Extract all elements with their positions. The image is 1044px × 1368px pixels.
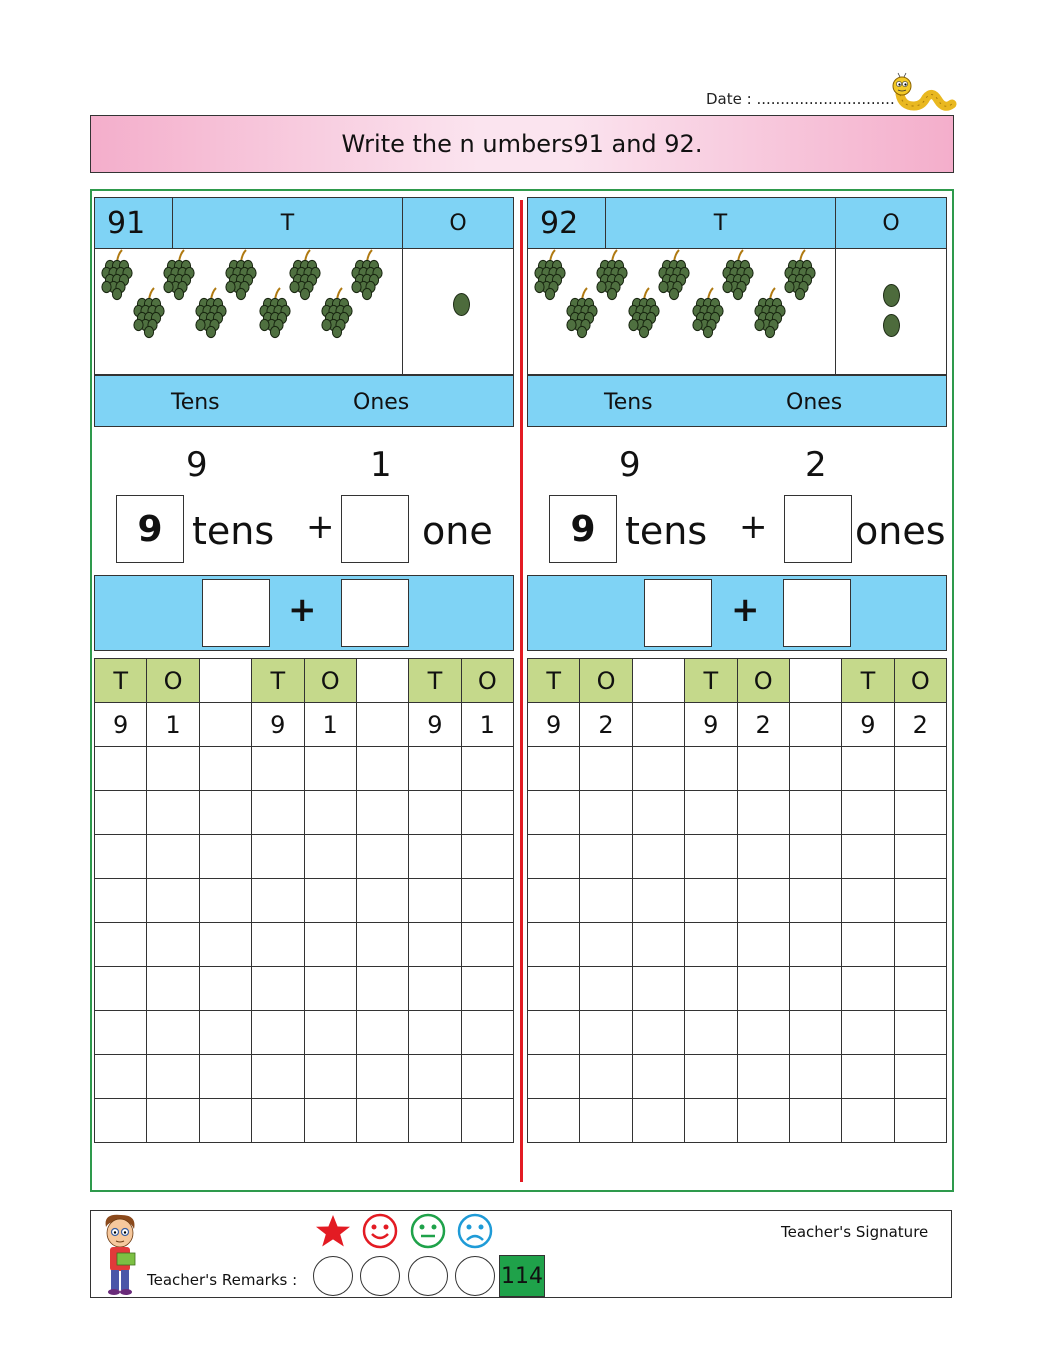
remark-circle-happy[interactable] [360,1256,400,1296]
expanded-plus-sign: + [731,590,760,630]
grid-example-cell[interactable]: 9 [842,703,894,747]
grid-cell[interactable] [632,1011,684,1055]
grid-header-cell: T [842,659,894,703]
grid-cell[interactable] [461,791,513,835]
tens-label: Tens [604,390,653,415]
grape-bunch-icon [597,250,627,300]
grid-cell[interactable] [95,1011,147,1055]
grid-cell[interactable] [528,1099,580,1143]
ones-digit: 2 [805,445,827,485]
grid-cell[interactable] [632,923,684,967]
grid-cell[interactable] [252,879,304,923]
remarks-footer [90,1210,952,1298]
sad-face-icon [457,1213,493,1249]
ones-digit: 1 [370,445,392,485]
grid-cell[interactable] [409,1011,461,1055]
grid-cell[interactable] [685,879,737,923]
table-row [95,835,514,879]
grid-cell[interactable] [199,1011,251,1055]
plus-sign: + [739,507,768,547]
grid-cell[interactable] [304,835,356,879]
grid-cell[interactable] [409,791,461,835]
star-icon [315,1213,351,1249]
grid-header-cell: T [685,659,737,703]
grape-bunch-icon [134,288,164,338]
page-number-badge: 114 [499,1255,545,1297]
grid-cell[interactable] [789,923,841,967]
grid-header-cell: O [147,659,199,703]
grid-cell[interactable] [580,879,632,923]
grid-cell[interactable] [528,747,580,791]
grid-example-cell[interactable]: 2 [894,703,946,747]
grid-cell[interactable] [409,923,461,967]
grid-cell[interactable] [737,747,789,791]
tens-word: tens [625,509,708,553]
grid-cell[interactable] [580,747,632,791]
tens-ones-bar [94,375,514,427]
grid-cell[interactable] [528,1055,580,1099]
table-row [95,879,514,923]
grid-cell[interactable] [842,967,894,1011]
grid-cell[interactable] [252,923,304,967]
grid-cell[interactable] [356,879,408,923]
grid-cell[interactable] [894,1011,946,1055]
grape-bunch-icon [723,250,753,300]
tens-word: tens [192,509,275,553]
expanded-ones-box[interactable] [341,579,409,647]
grape-icon [453,293,470,316]
table-row [95,791,514,835]
grid-header-cell: O [304,659,356,703]
grape-icon [883,284,900,307]
grid-cell[interactable] [632,1099,684,1143]
grape-bunch-icon [322,288,352,338]
writing-grid-body [528,659,947,1143]
grid-header-cell: T [528,659,580,703]
grid-header-cell: O [580,659,632,703]
tens-digit: 9 [619,445,641,485]
grid-cell[interactable] [580,923,632,967]
grid-header-row [95,659,514,703]
ones-word: one [422,509,493,553]
grid-cell[interactable] [252,1055,304,1099]
worm-icon [892,72,958,116]
grid-cell[interactable] [147,1099,199,1143]
grape-bunch-icon [755,288,785,338]
table-row [528,703,947,747]
table-row [528,923,947,967]
grid-cell[interactable] [580,1099,632,1143]
remark-circle-star[interactable] [313,1256,353,1296]
grid-header-cell [632,659,684,703]
grid-cell[interactable] [842,1011,894,1055]
table-row [528,791,947,835]
grid-cell[interactable] [894,1055,946,1099]
grid-cell[interactable] [789,835,841,879]
grid-cell[interactable] [356,835,408,879]
grid-cell[interactable] [685,1099,737,1143]
grid-cell[interactable] [356,923,408,967]
expanded-tens-box[interactable] [202,579,270,647]
neutral-face-icon [410,1213,446,1249]
picture-row [94,248,514,375]
grid-cell[interactable] [632,747,684,791]
tens-label: Tens [171,390,220,415]
grid-cell[interactable] [842,923,894,967]
grid-cell[interactable] [685,747,737,791]
panel-92 [527,197,949,1187]
grid-cell[interactable] [789,747,841,791]
grid-cell[interactable] [789,791,841,835]
grid-cell[interactable] [737,1099,789,1143]
grid-cell[interactable] [842,791,894,835]
grid-cell[interactable] [304,923,356,967]
panel-number: 92 [528,198,606,248]
date-line: Date : ............................. [706,90,895,108]
grid-cell[interactable] [528,1011,580,1055]
grid-cell[interactable] [304,1011,356,1055]
grid-header-cell: O [894,659,946,703]
grid-cell[interactable] [252,835,304,879]
grid-cell[interactable] [580,1055,632,1099]
grid-cell[interactable] [461,747,513,791]
place-value-header [527,197,947,249]
grid-cell[interactable] [842,1055,894,1099]
tens-pictures [95,248,403,374]
grid-cell[interactable] [252,791,304,835]
grid-cell[interactable] [199,1099,251,1143]
writing-grid [94,658,514,1143]
writing-grid-body [95,659,514,1143]
grape-bunches-icon [95,248,401,373]
grid-cell[interactable] [304,879,356,923]
place-value-header [94,197,514,249]
grape-bunch-icon [226,250,256,300]
grid-cell[interactable] [199,923,251,967]
grid-cell[interactable] [356,1011,408,1055]
grid-cell[interactable] [894,791,946,835]
grape-bunches-icon [528,248,834,373]
grid-header-cell [789,659,841,703]
grid-header-cell: O [737,659,789,703]
student-boy-icon [97,1213,143,1297]
grid-cell[interactable] [356,1099,408,1143]
grid-cell[interactable] [632,835,684,879]
grid-header-cell: T [252,659,304,703]
ones-label: Ones [786,390,843,415]
grid-cell[interactable] [789,1099,841,1143]
ones-label: Ones [353,390,410,415]
grid-cell[interactable] [737,879,789,923]
grid-cell[interactable] [528,835,580,879]
grid-cell[interactable] [894,879,946,923]
teachers-signature-label: Teacher's Signature [781,1223,929,1241]
expanded-form-bar [527,575,947,651]
grid-cell[interactable] [894,835,946,879]
grid-cell[interactable] [199,835,251,879]
teachers-remarks-label: Teacher's Remarks : [147,1271,298,1289]
grid-cell[interactable] [304,1055,356,1099]
grid-example-cell[interactable]: 9 [409,703,461,747]
grape-bunch-icon [102,250,132,300]
grid-cell[interactable] [632,1055,684,1099]
grid-cell[interactable] [685,1011,737,1055]
table-row [95,1011,514,1055]
grid-cell[interactable] [199,791,251,835]
panel-divider [520,200,523,1182]
grid-header-cell [199,659,251,703]
picture-row [527,248,947,375]
grid-cell[interactable] [685,1055,737,1099]
grid-cell[interactable] [252,1099,304,1143]
table-row [528,747,947,791]
grid-cell[interactable] [252,1011,304,1055]
ones-pictures [403,248,513,374]
grid-cell[interactable] [685,835,737,879]
grid-cell[interactable] [356,967,408,1011]
grid-example-cell[interactable] [632,703,684,747]
page-title: Write the n umbers91 and 92. [341,130,703,158]
panel-91 [94,197,516,1187]
remark-circle-neutral[interactable] [408,1256,448,1296]
plus-sign: + [306,507,335,547]
grid-cell[interactable] [304,747,356,791]
grid-cell[interactable] [199,747,251,791]
grid-example-cell[interactable] [356,703,408,747]
grid-cell[interactable] [842,835,894,879]
grid-cell[interactable] [147,879,199,923]
table-row [95,923,514,967]
grid-cell[interactable] [304,1099,356,1143]
grid-cell[interactable] [409,879,461,923]
grid-cell[interactable] [147,1011,199,1055]
grid-cell[interactable] [528,791,580,835]
grid-header-cell: O [461,659,513,703]
grid-example-cell[interactable]: 2 [737,703,789,747]
grid-cell[interactable] [685,791,737,835]
table-row [95,1099,514,1143]
table-row [528,1011,947,1055]
grid-cell[interactable] [409,747,461,791]
grid-cell[interactable] [461,1011,513,1055]
grid-cell[interactable] [147,747,199,791]
grid-cell[interactable] [95,835,147,879]
grid-cell[interactable] [356,791,408,835]
grid-header-row [528,659,947,703]
grid-cell[interactable] [95,1055,147,1099]
grid-cell[interactable] [789,879,841,923]
table-row [528,835,947,879]
grid-cell[interactable] [580,791,632,835]
grid-cell[interactable] [95,879,147,923]
grid-cell[interactable] [95,1099,147,1143]
grape-bunch-icon [785,250,815,300]
ones-column-label: O [449,210,467,236]
grid-example-cell[interactable]: 9 [252,703,304,747]
grid-cell[interactable] [461,1055,513,1099]
grid-cell[interactable] [199,879,251,923]
table-row [95,703,514,747]
table-row [528,1055,947,1099]
grid-cell[interactable] [685,923,737,967]
ones-word: ones [855,509,946,553]
table-row [95,967,514,1011]
grid-cell[interactable] [789,1011,841,1055]
grid-cell[interactable] [304,791,356,835]
grid-cell[interactable] [199,967,251,1011]
ones-answer-box[interactable] [784,495,852,563]
table-row [528,967,947,1011]
grape-bunch-icon [352,250,382,300]
grid-cell[interactable] [461,879,513,923]
writing-grid [527,658,947,1143]
grape-bunch-icon [196,288,226,338]
grid-cell[interactable] [632,879,684,923]
grid-cell[interactable] [199,1055,251,1099]
grid-cell[interactable] [95,923,147,967]
grid-cell[interactable] [894,1099,946,1143]
grid-cell[interactable] [737,791,789,835]
grid-cell[interactable] [894,747,946,791]
grid-header-cell: T [95,659,147,703]
grid-cell[interactable] [632,967,684,1011]
tens-answer-box[interactable]: 9 [116,495,184,563]
grid-cell[interactable] [409,967,461,1011]
grid-header-cell [356,659,408,703]
grid-cell[interactable] [147,791,199,835]
grid-cell[interactable] [95,791,147,835]
grid-cell[interactable] [409,1099,461,1143]
table-row [528,879,947,923]
grid-cell[interactable] [461,967,513,1011]
grid-example-cell[interactable] [789,703,841,747]
grid-cell[interactable] [632,791,684,835]
grid-cell[interactable] [356,1055,408,1099]
grid-cell[interactable] [95,967,147,1011]
ones-answer-box[interactable] [341,495,409,563]
grape-icon [883,314,900,337]
grid-cell[interactable] [842,879,894,923]
expanded-form-bar [94,575,514,651]
tens-pictures [528,248,836,374]
grid-example-cell[interactable] [199,703,251,747]
grid-cell[interactable] [95,747,147,791]
grid-cell[interactable] [528,923,580,967]
grid-example-cell[interactable]: 9 [95,703,147,747]
grid-cell[interactable] [252,967,304,1011]
grid-cell[interactable] [409,835,461,879]
grape-bunch-icon [290,250,320,300]
grid-cell[interactable] [737,1055,789,1099]
grid-cell[interactable] [252,747,304,791]
grid-cell[interactable] [842,1099,894,1143]
page-title-banner [90,115,954,173]
grid-cell[interactable] [461,923,513,967]
grape-bunch-icon [567,288,597,338]
tens-column-label: T [606,198,836,248]
grape-bunch-icon [535,250,565,300]
expanded-tens-box[interactable] [644,579,712,647]
grid-cell[interactable] [789,967,841,1011]
remark-circle-sad[interactable] [455,1256,495,1296]
grid-cell[interactable] [737,1011,789,1055]
grid-cell[interactable] [461,1099,513,1143]
grape-bunch-icon [693,288,723,338]
grid-cell[interactable] [580,835,632,879]
grid-example-cell[interactable]: 9 [528,703,580,747]
table-row [528,1099,947,1143]
grid-cell[interactable] [461,835,513,879]
ones-column-label: O [882,210,900,236]
grid-cell[interactable] [842,747,894,791]
grid-example-cell[interactable]: 9 [685,703,737,747]
grid-cell[interactable] [580,1011,632,1055]
grid-cell[interactable] [894,923,946,967]
grid-cell[interactable] [894,967,946,1011]
grid-cell[interactable] [409,1055,461,1099]
grid-cell[interactable] [737,835,789,879]
grid-example-cell[interactable]: 1 [304,703,356,747]
grape-bunch-icon [260,288,290,338]
grid-cell[interactable] [147,967,199,1011]
tens-ones-bar [527,375,947,427]
happy-face-icon [362,1213,398,1249]
grid-cell[interactable] [147,923,199,967]
grid-cell[interactable] [737,967,789,1011]
grid-example-cell[interactable]: 1 [147,703,199,747]
grape-bunch-icon [629,288,659,338]
grid-cell[interactable] [685,967,737,1011]
grid-cell[interactable] [789,1055,841,1099]
grid-cell[interactable] [147,835,199,879]
table-row [95,1055,514,1099]
grid-cell[interactable] [147,1055,199,1099]
ones-pictures [836,248,946,374]
grid-cell[interactable] [580,967,632,1011]
tens-column-label: T [173,198,403,248]
expanded-plus-sign: + [288,590,317,630]
grid-header-cell: T [409,659,461,703]
grid-cell[interactable] [304,967,356,1011]
panel-number: 91 [95,198,173,248]
grid-example-cell[interactable]: 1 [461,703,513,747]
grid-cell[interactable] [528,967,580,1011]
table-row [95,747,514,791]
grid-cell[interactable] [737,923,789,967]
grape-bunch-icon [164,250,194,300]
tens-digit: 9 [186,445,208,485]
grid-cell[interactable] [356,747,408,791]
grape-bunch-icon [659,250,689,300]
grid-cell[interactable] [528,879,580,923]
expanded-ones-box[interactable] [783,579,851,647]
grid-example-cell[interactable]: 2 [580,703,632,747]
tens-answer-box[interactable]: 9 [549,495,617,563]
